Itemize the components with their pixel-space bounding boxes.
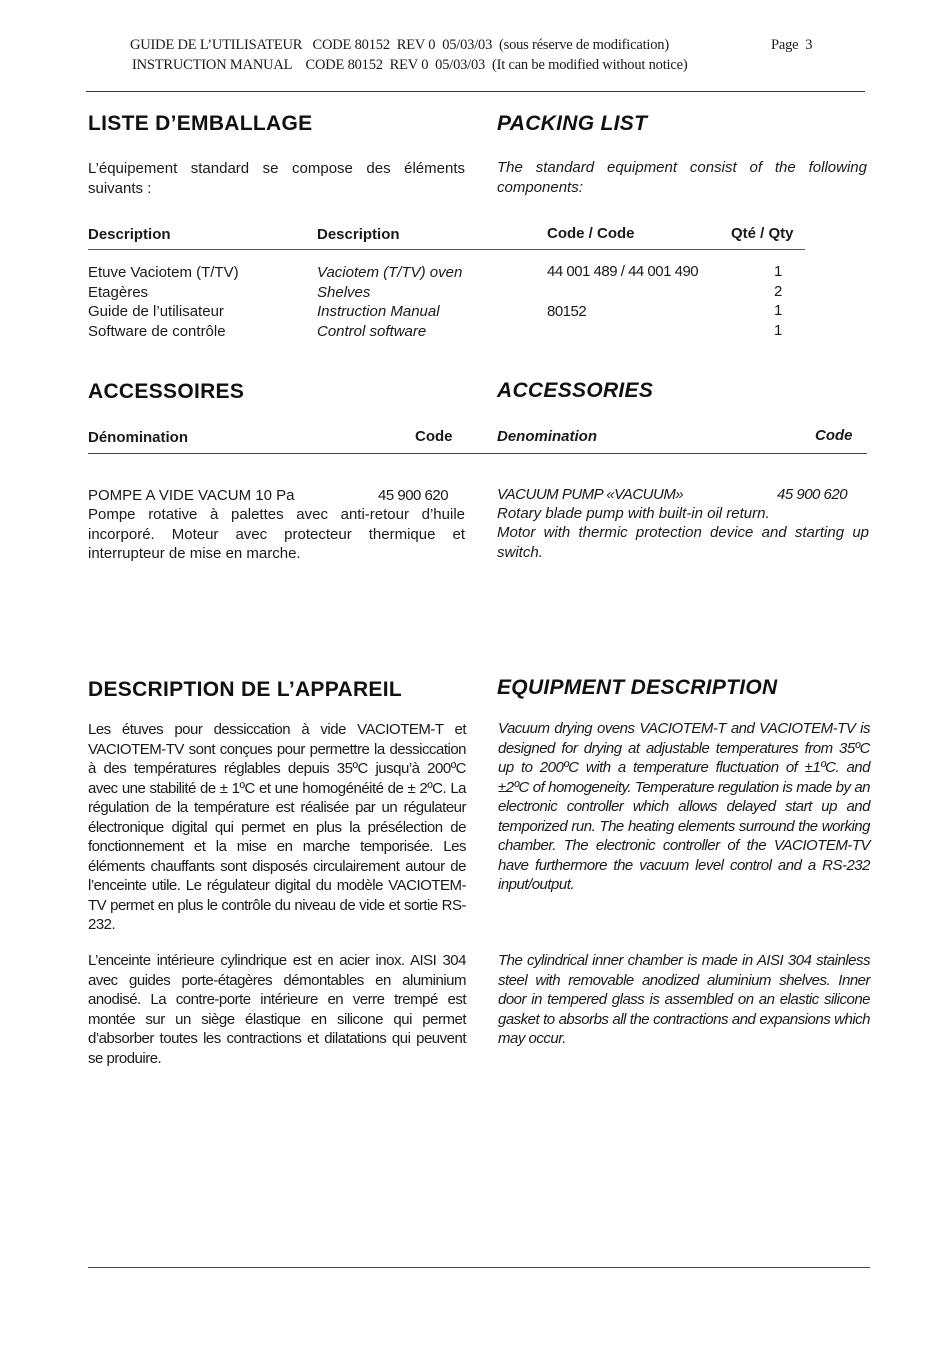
header-line-en: INSTRUCTION MANUAL CODE 80152 REV 0 05/03/03 (It can be modified without notice): [132, 57, 688, 73]
description-title-en: EQUIPMENT DESCRIPTION: [497, 676, 778, 699]
accessory-desc-fr: Pompe rotative à palettes avec anti-retour d’huile incorporé. Moteur avec protecteur thermique et interrupteur de mise en marche.: [88, 506, 465, 562]
acc-col-name-fr: Dénomination: [88, 429, 188, 446]
row-desc-en: Instruction Manual: [317, 303, 440, 320]
row-desc-en: Vaciotem (T/TV) oven: [317, 264, 463, 281]
col-header-qty: Qté / Qty: [731, 225, 794, 242]
packing-intro-en: The standard equipment consist of the following components:: [497, 159, 867, 196]
footer-divider: [88, 1267, 870, 1268]
description-title-fr: DESCRIPTION DE L’APPAREIL: [88, 678, 402, 701]
description-para1-fr: Les étuves pour dessiccation à vide VACIOTEM-T et VACIOTEM-TV sont conçues pour permettre la dessiccation à des températures réglables depuis 35ºC jusqu’à 200ºC avec une stabilité de ± 1ºC et une homogénéité de ± 2ºC. La régulation de la température est réalisée par un régulateur électronique digital qui permet en plus la présélection de fonctionnement et la mise en marche temporisée. Les éléments chauffants sont disposés circulairement autour de l’enceinte utile. Le régulateur digital du modèle VACIOTEM-TV permet en plus le contrôle du niveau de vide et sortie RS-232.: [88, 721, 466, 933]
row-qty: 1: [774, 322, 783, 339]
row-code: 44 001 489 / 44 001 490: [547, 263, 699, 280]
row-desc-fr: Etagères: [88, 284, 149, 301]
accessories-title-en: ACCESSORIES: [497, 379, 654, 402]
col-header-code: Code / Code: [547, 225, 635, 242]
accessories-title-fr: ACCESSOIRES: [88, 380, 245, 403]
accessories-divider: [88, 453, 867, 454]
description-para1-en: Vacuum drying ovens VACIOTEM-T and VACIOTEM-TV is designed for drying at adjustable temperatures from 35ºC up to 200ºC with a temperature fluctuation of ±1ºC. and ±2ºC of homogeneity. Temperature regulation is made by an electronic controller which allows delayed start up and temporized run. The heating elements surround the working chamber. The electronic controller of the VACIOTEM-TV have furthermore the vacuum level control and a RS-232 input/output.: [498, 720, 870, 893]
row-desc-fr: Etuve Vaciotem (T/TV): [88, 264, 239, 281]
accessory-code-en: 45 900 620: [777, 486, 848, 503]
page-number: Page 3: [771, 37, 813, 53]
row-qty: 2: [774, 283, 783, 300]
accessory-name-fr: POMPE A VIDE VACUM 10 Pa: [88, 487, 295, 504]
row-qty: 1: [774, 302, 783, 319]
accessory-desc-en-2: Motor with thermic protection device and starting up switch.: [497, 524, 869, 561]
row-desc-fr: Software de contrôle: [88, 323, 226, 340]
acc-col-code-fr: Code: [415, 428, 453, 445]
acc-col-name-en: Denomination: [497, 428, 597, 445]
acc-col-code-en: Code: [815, 427, 853, 444]
row-desc-fr: Guide de l’utilisateur: [88, 303, 224, 320]
header-divider: [86, 91, 865, 92]
packing-intro-fr: L’équipement standard se compose des éléments suivants :: [88, 160, 465, 197]
table-header-divider: [88, 249, 805, 250]
accessory-name-en: VACUUM PUMP «VACUUM»: [497, 486, 684, 503]
col-header-description-fr: Description: [88, 226, 171, 243]
row-desc-en: Control software: [317, 323, 427, 340]
accessory-desc-en-1: Rotary blade pump with built-in oil return.: [497, 505, 770, 522]
row-qty: 1: [774, 263, 783, 280]
description-para2-fr: L’enceinte intérieure cylindrique est en acier inox. AISI 304 avec guides porte-étagères démontables en aluminium anodisé. La contre-porte intérieure en verre trempé est montée sur un siège élastique en silicone qui permet d’absorber toutes les contractions et dilatations qui peuvent se produire.: [88, 952, 466, 1067]
col-header-description-en: Description: [317, 226, 400, 243]
header-line-fr: GUIDE DE L’UTILISATEUR CODE 80152 REV 0 05/03/03 (sous réserve de modification): [130, 37, 669, 53]
packing-title-en: PACKING LIST: [497, 112, 648, 135]
description-para2-en: The cylindrical inner chamber is made in AISI 304 stainless steel with removable anodized aluminium shelves. Inner door in tempered glass is assembled on an elastic silicone gasket to absorbs all the contractions and expansions which may occur.: [498, 952, 870, 1047]
packing-title-fr: LISTE D’EMBALLAGE: [88, 112, 313, 135]
row-code: 80152: [547, 303, 587, 320]
accessory-code-fr: 45 900 620: [378, 487, 449, 504]
row-desc-en: Shelves: [317, 284, 371, 301]
